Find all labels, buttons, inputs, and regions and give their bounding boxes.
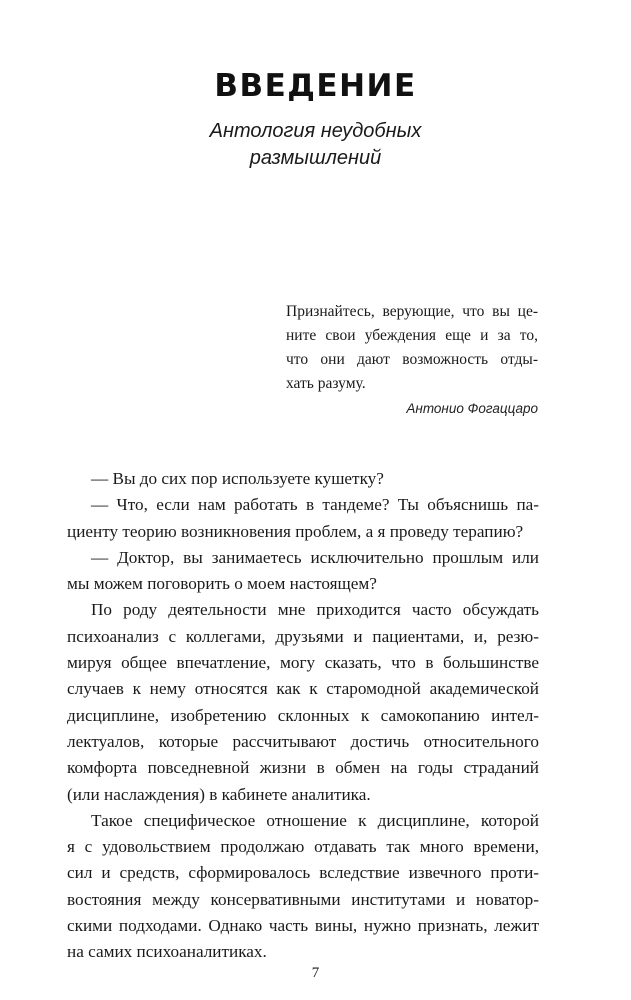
paragraph-line: я с удовольствием продолжаю отдавать так много времени, — [67, 837, 539, 857]
chapter-subtitle — [0, 118, 631, 172]
paragraph-line: на самих психоаналитиках. — [67, 942, 267, 962]
paragraph-line: комфорта повседневной жизни в обмен на годы страданий — [67, 758, 539, 778]
paragraph-line: скими подходами. Однако часть вины, нужно признать, лежит — [67, 916, 539, 936]
dialog-line: циенту теорию возникновения проблем, а я проведу терапию? — [67, 521, 524, 541]
paragraph-line: мируя общее впечатление, могу сказать, что в большинстве — [67, 653, 539, 673]
paragraph-line: психоанализ с коллегами, друзьями и пациентами, и, резю- — [67, 626, 539, 646]
epigraph-line: хать разуму. — [286, 375, 366, 392]
dialog-line: — Что, если нам работать в тандеме? Ты объяснишь па- — [91, 495, 539, 515]
paragraph-line: По роду деятельности мне приходится часто обсуждать — [91, 600, 539, 620]
subtitle-line: размышлений — [249, 147, 382, 169]
paragraph-line: лектуалов, которые рассчитывают достичь относительного — [67, 731, 539, 751]
paragraph-line: (или наслаждения) в кабинете аналитика. — [67, 784, 371, 804]
subtitle-line: Антология неудобных — [209, 120, 422, 142]
dialog-line: мы можем поговорить о моем настоящем? — [67, 574, 377, 594]
dialog-line: — Доктор, вы занимаетесь исключительно прошлым или — [91, 547, 539, 567]
paragraph-line: Такое специфическое отношение к дисциплине, которой — [91, 810, 539, 830]
chapter-title: ВВЕДЕНИЕ — [214, 68, 417, 104]
dialog-line: — Вы до сих пор используете кушетку? — [91, 469, 384, 488]
page-number: 7 — [311, 965, 320, 981]
epigraph-line: ните свои убеждения еще и за то, — [286, 327, 538, 344]
epigraph-quote — [286, 300, 538, 396]
epigraph-line: что они дают возможность отды- — [286, 351, 538, 368]
body-text — [67, 466, 539, 966]
paragraph-line: случаев к нему относятся как к старомодной академической — [67, 679, 539, 699]
paragraph-line: востояния между консервативными институтами и новатор- — [67, 889, 539, 909]
epigraph-line: Признайтесь, верующие, что вы це- — [286, 303, 538, 320]
paragraph-line: дисциплине, изобретению склонных к самокопанию интел- — [67, 705, 539, 725]
epigraph-author: Антонио Фогаццаро — [406, 401, 538, 416]
paragraph-line: сил и средств, сформировалось вследствие извечного проти- — [67, 863, 539, 883]
